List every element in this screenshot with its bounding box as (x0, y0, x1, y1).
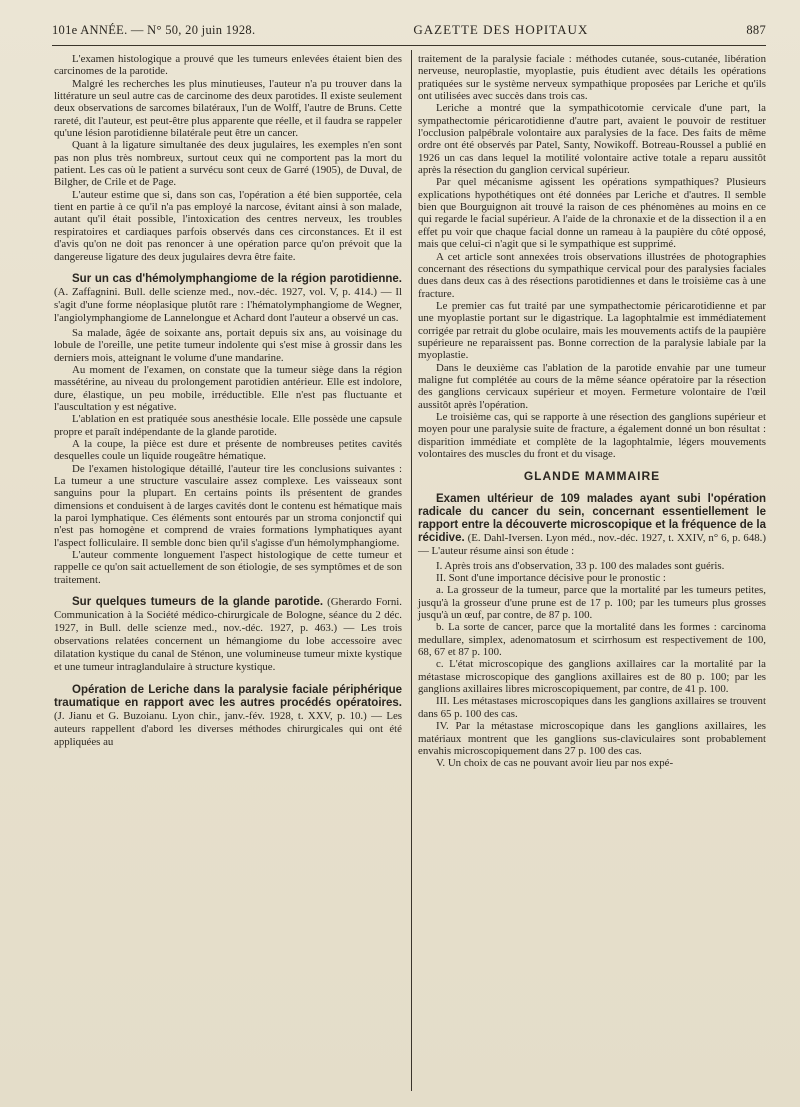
article-heading (418, 493, 766, 558)
article-title: Sur quelques tumeurs de la glande parotide. (72, 596, 324, 609)
journal-title: GAZETTE DES HOPITAUX (413, 22, 589, 37)
issue-info: 101e ANNÉE. — N° 50, 20 juin 1928. (52, 23, 256, 37)
page-header (52, 22, 766, 42)
paragraph: Dans le deuxième cas l'ablation de la parotide envahie par une tumeur maligne fut complétée au cours de la même séance opératoire par la résection des ganglions cervicaux supérieur et moyen. Fermeture volontaire de l'œil aussitôt après l'opération. (418, 361, 766, 411)
article-heading (54, 684, 402, 749)
paragraph: Quant à la ligature simultanée des deux jugulaires, les exemples n'en sont pas non plus très nombreux, surtout ceux qui ne comportent pas la mort du patient. Les cas où le patient a survécu sont ceux de Garré (1905), de Duval, de Bilgher, de Crile et de Page. (54, 139, 402, 189)
article-title: Opération de Leriche dans la paralysie faciale périphérique traumatique en rapport avec les autres procédés opératoires. (54, 684, 402, 710)
article-heading (54, 273, 402, 325)
paragraph: A la coupe, la pièce est dure et présente de nombreuses petites cavités desquelles coule un liquide rougeâtre hématique. (54, 437, 402, 463)
list-item: III. Les métastases microscopiques dans les ganglions axillaires se trouvent dans 65 p. 100 des cas. (418, 695, 766, 720)
header-rule (52, 45, 766, 46)
list-item: V. Un choix de cas ne pouvant avoir lieu par nos expé- (436, 757, 674, 770)
paragraph: Sa malade, âgée de soixante ans, portait depuis six ans, au voisinage du lobule de l'oreille, une petite tumeur indolente qui s'est mise à grossir dans les derniers mois, atteignant le volume d'une mandarine. (54, 326, 402, 364)
list-item: a. La grosseur de la tumeur, parce que la mortalité par les tumeurs petites, jusqu'à la grosseur d'une prune est de 17 p. 100; par les tumeurs plus grosses jusqu'à un œuf, par contre, de 87 p. 100. (418, 584, 766, 622)
article-reference: (E. Dahl-Iversen. Lyon méd., nov.-déc. 1927, t. XXIV, n° 6, p. 648.) — L'auteur résume ainsi son étude : (418, 531, 766, 557)
paragraph: L'auteur commente longuement l'aspect histologique de cette tumeur et rappelle ce qu'on sait actuellement de son étiologie, de ses symptômes et de son traitement. (54, 549, 402, 586)
article-heading (54, 596, 402, 674)
paragraph: Le troisième cas, qui se rapporte à une résection des ganglions supérieur et moyen pour une paralysie suite de fracture, a également donné un bon résultat : disparition immédiate et complète de la lagophtalmie, légers mouvements volontaires des muscles du front et du visage. (418, 410, 766, 460)
paragraph: Malgré les recherches les plus minutieuses, l'auteur n'a pu trouver dans la littérature un seul autre cas de carcinome des deux parotides. Il existe seulement deux observations de sarcomes bilatéraux, l'un de Wolff, l'autre de Bruns. Cette rareté, dit l'auteur, est peut-être plus apparente que réelle, et il faudra se rappeler qu'une lésion parotidienne bilatérale peut être un cancer. (54, 77, 402, 140)
paragraph: Leriche a montré que la sympathicotomie cervicale d'une part, la sympathectomie péricarotidienne d'autre part, avaient le pouvoir de restituer l'occlusion palpébrale volontaire aux paralysies de la face. Des faits de même ordre ont été observés par Patel, Santy, Nowikoff. Botreau-Roussel a publié en 1926 un cas dans lequel la motilité volontaire active totale a reparu aussitôt après la résection du ganglion cervical supérieur. (418, 102, 766, 177)
list-item: c. L'état microscopique des ganglions axillaires car la mortalité par la métastase microscopique des ganglions axillaires est de 80 p. 100; par les ganglions axillaires libres microscopiquement, par contre, de 41 p. 100. (418, 658, 766, 696)
list-item: b. La sorte de cancer, parce que la mortalité dans les formes : carcinoma medullare, simplex, adenomatosum et scirrhosum est respectivement de 100, 68, 67 et 87 p. 100. (418, 621, 766, 659)
page-number: 887 (746, 23, 766, 37)
paragraph: L'ablation en est pratiquée sous anesthésie locale. Elle possède une capsule propre et paraît indépendante de la glande parotide. (54, 413, 402, 438)
paragraph: De l'examen histologique détaillé, l'auteur tire les conclusions suivantes : La tumeur a une structure vasculaire assez complexe. Les vaisseaux sont sanguins pour la plupart. En certains points ils présentent de grandes dimensions et conduisent à de larges cavités dont le contenu est hématique mais la paroi lymphatique. Ces éléments sont entourés par un stroma conjonctif qui n'est pas homogène et comprend de vraies formations lymphatiques ayant l'aspect folliculaire. Il semble donc bien qu'il s'agisse d'un hémolymphangiome. (54, 462, 402, 549)
list-item: II. Sont d'une importance décisive pour le pronostic : (436, 572, 666, 585)
section-heading: GLANDE MAMMAIRE (523, 469, 661, 484)
list-item: I. Après trois ans d'observation, 33 p. 100 des malades sont guéris. (436, 559, 725, 572)
article-title: Examen ultérieur de 109 malades ayant subi l'opération radicale du cancer du sein, concernant essentiellement le rapport entre la découverte microscopique et la fréquence de la récidive. (418, 492, 766, 544)
left-column (54, 53, 402, 751)
article-reference: (Gherardo Forni. Communication à la Société médico-chirurgicale de Bologne, séance du 2 déc. 1927, in Bull. delle scienze med., nov.-déc. 1927, p. 463.) — Les trois observations relatées concernent un hémangiome du lobe accessoire avec dilatation kystique du canal de Sténon, une volumineuse tumeur mixte kystique et une tumeur intraglandulaire à structure kystique. (54, 596, 403, 674)
article-reference: (A. Zaffagnini. Bull. delle scienze med., nov.-déc. 1927, vol. V, p. 414.) — Il s'agit d'une forme néoplasique plutôt rare : l'hématolymphangiome de Wegner, l'angiolymphangiome de Lannelongue et Achard dont l'auteur a observé un cas. (54, 285, 402, 324)
paragraph: Au moment de l'examen, on constate que la tumeur siège dans la région massétérine, au niveau du prolongement parotidien antérieur. Elle est indolore, dure, élastique, un peu mobile, irréductible. Elle n'est pas fluctuante et l'auscultation y est négative. (54, 363, 402, 413)
paragraph: traitement de la paralysie faciale : méthodes cutanée, sous-cutanée, libération nerveuse, neuroplastie, myoplastie, puis étudient avec détails les opérations pratiquées sur le système nerveux sympathique proposées par Leriche et qu'ils ont utilisées avec succès dans trois cas. (418, 53, 766, 103)
column-divider (411, 50, 412, 1091)
list-item: IV. Par la métastase microscopique dans les ganglions axillaires, les matériaux montrent que les ganglions sus-claviculaires sont probablement envahis microscopiquement dans 27 p. 100 des cas. (418, 720, 766, 757)
article-title: Sur un cas d'hémolymphangiome de la région parotidienne. (72, 272, 402, 285)
paragraph: Par quel mécanisme agissent les opérations sympathiques? Plusieurs explications hypothétiques ont été données par Leriche et d'autres. Il semble bien que Bourguignon ait trouvé la raison de ces phénomènes au moins en ce qui regarde le facial supérieur. A l'aide de la chronaxie et de la dissection il a en effet pu voir que chaque facial donne un rameau à la paupière du côté opposé, mais que celui-ci n'agit que si le sympathique est supprimé. (418, 176, 766, 251)
paragraph: L'examen histologique a prouvé que les tumeurs enlevées étaient bien des carcinomes de la parotide. (54, 53, 402, 78)
paragraph: Le premier cas fut traité par une sympathectomie péricarotidienne et par une myoplastie portant sur le digastrique. La lagophtalmie est immédiatement corrigée par retrait du globe oculaire, mais les mouvements actifs de la paupière supérieure ne reparaissent pas. Bonne correction de la paralysie labiale par la myoplastie. (418, 299, 766, 362)
paragraph: L'auteur estime que si, dans son cas, l'opération a été bien supportée, cela tient en partie à ce qu'il n'a pas employé la narcose, évitant ainsi à son malade, autant qu'il était possible, l'intoxication des centres nerveux, les troubles respiratoires et cardiaques parfois observés dans ces circonstances. Et il est d'avis qu'on ne doit pas renoncer à une opération parce qu'on prévoit que la dangereuse ligature des deux jugulaires devra être faite. (54, 188, 402, 263)
article-reference: (J. Jianu et G. Buzoianu. Lyon chir., janv.-fév. 1928, t. XXV, p. 10.) — Les auteurs rappellent d'abord les diverses méthodes chirurgicales qui ont été appliquées au (54, 710, 402, 749)
right-column (418, 53, 766, 770)
paragraph: A cet article sont annexées trois observations illustrées de photographies concernant des résections du sympathique cervical pour des paralysies faciales dues dans deux cas à des résections parotidiennes et dans le troisième cas à une fracture. (418, 250, 766, 300)
